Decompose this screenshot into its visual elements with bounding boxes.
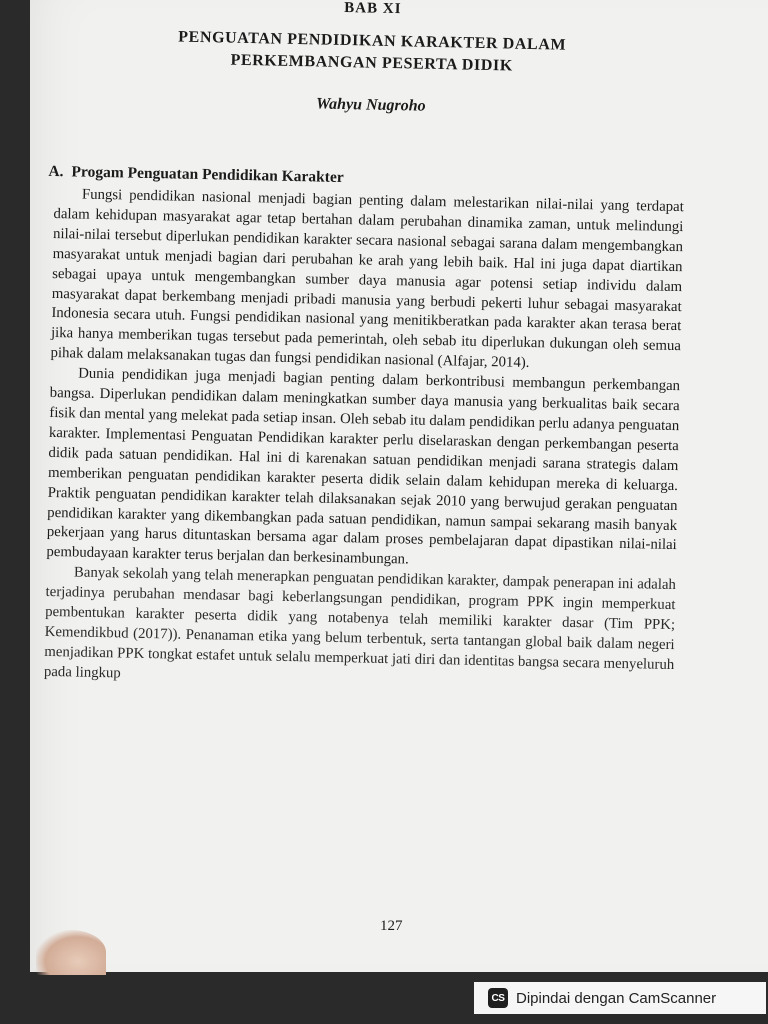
title-line-2: PERKEMBANGAN PESERTA DIDIK (230, 51, 514, 75)
book-page (30, 0, 768, 972)
finger-shadow (36, 930, 106, 975)
page-content (44, 0, 688, 696)
section-heading-text: Progam Penguatan Pendidikan Karakter (71, 163, 344, 187)
chapter-title (57, 24, 688, 81)
paragraph-1: Fungsi pendidikan nasional menjadi bagian penting dalam melestarikan nilai-nilai yang terdapat dalam kehidupan masyarakat agar tetap bertahan dalam perubahan dinamika zaman, untuk melindungi nilai-nilai tersebut diperlukan pendidikan karakter secara nasional sebagai sarana dalam mengembangkan masyarakat untuk menjadi bagian dari perubahan ke arah yang lebih baik. Hal ini juga dapat diartikan sebagai upaya untuk mengembangkan sumber daya manusia agar potensi setiap individu dalam masyarakat dapat berkembang menjadi pribadi manusia yang berbudi pekerti luhur sebagai masyarakat Indonesia secara utuh. Fungsi pendidikan nasional yang menitikberatkan pada karakter akan terasa berat jika hanya memberikan tugas tersebut pada pemerintah, oleh sebab itu diperlukan dukungan oleh semua pihak dalam melaksanakan tugas dan fungsi pendidikan nasional (Alfajar, 2014). (50, 186, 684, 372)
scanner-watermark (474, 982, 766, 1014)
author-name: Wahyu Nugroho (315, 95, 426, 115)
cs-logo-icon: CS (488, 988, 508, 1008)
chapter-label: BAB XI (344, 0, 402, 18)
scanner-label: Dipindai dengan CamScanner (516, 989, 717, 1007)
page-number: 127 (380, 918, 403, 934)
paragraph-2: Dunia pendidikan juga menjadi bagian penting dalam berkontribusi membangun perkembangan bangsa. Diperlukan pendidikan dalam meningkatkan sumber daya manusia yang berkualitas baik secara fisik dan mental yang melekat pada setiap insan. Oleh sebab itu dalam pendidikan perlu adanya penguatan karakter. Implementasi Penguatan Pendidikan karakter perlu diselaraskan dengan perkembangan peserta didik pada satuan pendidikan. Hal ini di karenakan satuan pendidikan menjadi sarana strategis dalam memberikan penguatan pendidikan karakter peserta didik selain dalam kehidupan mereka di keluarga. Praktik penguatan pendidikan karakter telah dilaksanakan sejak 2010 yang berwujud gerakan penguatan pendidikan karakter yang dikembangkan pada satuan pendidikan, namun sampai sekarang masih banyak pekerjaan yang harus dituntaskan bersama agar dalam proses pembelajaran dapat dipastikan nilai-nilai pembudayaan karakter terus berjalan dan berkesinambungan. (46, 365, 681, 568)
paragraph-3: Banyak sekolah yang telah menerapkan penguatan pendidikan karakter, dampak penerapan ini adalah terjadinya perubahan mendasar bagi keberlangsungan pendidikan, program PPK ingin memperkuat pembentukan karakter peserta didik yang notabenya telah memiliki karakter dasar (Tim PPK; Kemendikbud (2017)). Penanaman etika yang belum terbentuk, serta tantangan global baik dalam negeri menjadikan PPK tongkat estafet untuk selalu memperkuat jati diri dan identitas bangsa secara menyeluruh pada lingkup (43, 564, 677, 682)
section-marker: A. (48, 162, 64, 181)
title-line-1: PENGUATAN PENDIDIKAN KARAKTER DALAM (178, 28, 567, 54)
